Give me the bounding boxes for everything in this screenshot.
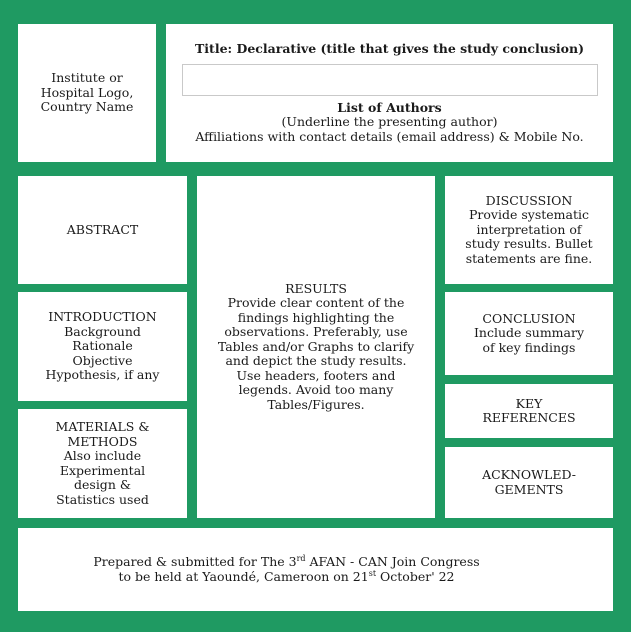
footer-text: AFAN - CAN Join Congress bbox=[305, 554, 480, 569]
logo-line: Institute or bbox=[51, 70, 123, 86]
title-input[interactable] bbox=[182, 64, 598, 96]
discussion-heading: DISCUSSION bbox=[485, 192, 573, 208]
footer-text: to be held at Yaoundé, Cameroon on 21 bbox=[118, 568, 369, 584]
logo-box bbox=[18, 24, 156, 162]
acknowledgements-heading: ACKNOWLED- bbox=[482, 467, 576, 482]
introduction-line: Objective bbox=[72, 352, 133, 368]
results-line: observations. Preferably, use bbox=[224, 324, 408, 340]
introduction-box bbox=[18, 292, 187, 401]
references-heading: REFERENCES bbox=[482, 410, 576, 425]
authors-note: (Underline the presenting author) bbox=[281, 114, 498, 129]
footer-line-2 bbox=[118, 570, 454, 585]
footer-text: Prepared & submitted for The 3 bbox=[93, 554, 297, 569]
introduction-line: Background bbox=[64, 323, 141, 339]
discussion-line: interpretation of bbox=[476, 221, 582, 237]
methods-line: Experimental bbox=[59, 462, 146, 478]
discussion-line: statements are fine. bbox=[465, 250, 593, 266]
methods-line: design & bbox=[74, 477, 131, 492]
acknowledgements-heading: GEMENTS bbox=[494, 481, 564, 497]
results-box bbox=[197, 176, 435, 518]
methods-line: Statistics used bbox=[56, 491, 149, 507]
results-line: Tables/Figures. bbox=[267, 396, 365, 412]
conclusion-line: of key findings bbox=[482, 339, 576, 355]
discussion-line: Provide systematic bbox=[469, 207, 589, 223]
introduction-heading: INTRODUCTION bbox=[48, 309, 157, 325]
discussion-line: study results. Bullet bbox=[465, 236, 593, 252]
results-line: findings highlighting the bbox=[237, 309, 395, 325]
footer-line-1 bbox=[93, 555, 479, 570]
footer-text: October' 22 bbox=[376, 568, 455, 584]
references-heading: KEY bbox=[515, 395, 543, 411]
methods-line: Also include bbox=[63, 448, 142, 463]
logo-line: Country Name bbox=[40, 99, 134, 115]
title-label: Title: Declarative (title that gives the study conclusion) bbox=[195, 41, 584, 56]
conclusion-line: Include summary bbox=[473, 325, 585, 341]
conclusion-box bbox=[445, 292, 613, 375]
footer-box bbox=[18, 528, 613, 611]
methods-heading: METHODS bbox=[67, 433, 138, 449]
results-line: Provide clear content of the bbox=[227, 295, 405, 311]
conclusion-heading: CONCLUSION bbox=[482, 310, 576, 326]
abstract-box bbox=[18, 176, 187, 284]
abstract-heading: ABSTRACT bbox=[66, 221, 139, 237]
authors-heading: List of Authors bbox=[337, 99, 442, 115]
discussion-box bbox=[445, 176, 613, 284]
acknowledgements-box bbox=[445, 447, 613, 518]
results-line: Use headers, footers and bbox=[236, 367, 396, 383]
methods-heading: MATERIALS & bbox=[55, 419, 150, 434]
affiliations-text: Affiliations with contact details (email address) & Mobile No. bbox=[195, 128, 584, 144]
results-line: legends. Avoid too many bbox=[238, 382, 394, 398]
footer-superscript: rd bbox=[296, 553, 306, 563]
methods-box bbox=[18, 409, 187, 518]
results-line: Tables and/or Graphs to clarify bbox=[217, 338, 415, 354]
footer-superscript: st bbox=[368, 568, 377, 578]
logo-line: Hospital Logo, bbox=[40, 84, 134, 100]
title-authors-box bbox=[166, 24, 613, 162]
references-box bbox=[445, 384, 613, 438]
introduction-line: Hypothesis, if any bbox=[45, 367, 160, 383]
introduction-line: Rationale bbox=[72, 338, 133, 354]
results-heading: RESULTS bbox=[285, 280, 347, 296]
results-line: and depict the study results. bbox=[225, 353, 407, 369]
